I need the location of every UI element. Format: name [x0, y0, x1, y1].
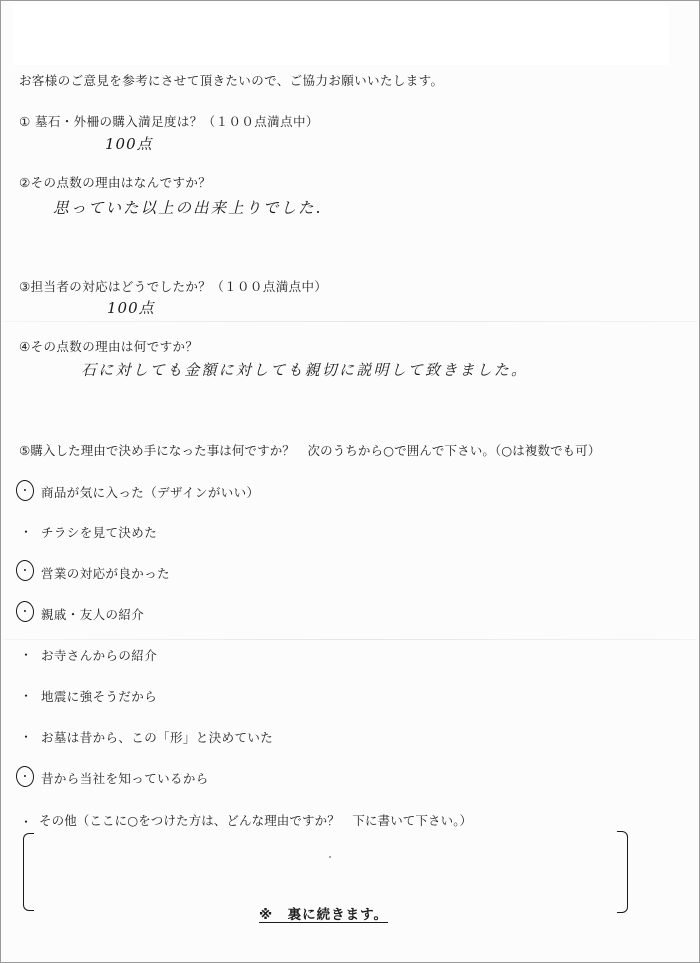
question-5: ⑤購入した理由で決め手になった事は何ですか？ 次のうちから○で囲んで下さい。（○は複数でも可）	[19, 443, 601, 458]
option-label: その他（ここに○をつけた方は、どんな理由ですか？ 下に書いて下さい。）	[39, 813, 473, 828]
circle-mark	[15, 559, 35, 582]
fold-line	[3, 321, 697, 322]
bullet: ・	[20, 689, 33, 703]
scan-speck	[329, 856, 331, 858]
answer-3: 100点	[107, 299, 155, 317]
question-3: ③担当者の対応はどうでしたか？（１００点満点中）	[19, 279, 328, 294]
answer-2: 思っていた以上の出来上りでした.	[53, 199, 323, 217]
answer-1: 100点	[105, 135, 153, 153]
option-label: 地震に強そうだから	[41, 689, 158, 704]
fold-line	[3, 639, 697, 640]
comment-box-right-bracket	[617, 831, 628, 913]
comment-box-left-bracket	[23, 833, 34, 911]
bullet: ・	[20, 815, 33, 829]
question-4: ④その点数の理由は何ですか？	[19, 339, 199, 354]
continued-on-back: ※ 裏に続きます。	[259, 907, 389, 923]
option-label: チラシを見て決めた	[41, 525, 158, 540]
option-label: 親戚・友人の紹介	[41, 607, 145, 622]
option-label: お寺さんからの紹介	[41, 648, 158, 663]
bullet: ・	[20, 730, 33, 744]
redacted-header	[13, 5, 669, 65]
circle-mark	[15, 479, 35, 502]
answer-4: 石に対しても金額に対しても親切に説明して致きました。	[81, 361, 529, 379]
bullet: ・	[20, 525, 33, 539]
option-label: 営業の対応が良かった	[41, 566, 171, 581]
circle-mark	[15, 600, 35, 623]
option-label: お墓は昔から、この「形」と決めていた	[41, 730, 274, 745]
question-2: ②その点数の理由はなんですか？	[19, 175, 212, 190]
question-1: ① 墓石・外柵の購入満足度は？（１００点満点中）	[19, 114, 319, 129]
option-label: 昔から当社を知っているから	[41, 771, 209, 786]
bullet: ・	[20, 648, 33, 662]
option-label: 商品が気に入った（デザインがいい）	[41, 485, 260, 500]
intro-text: お客様のご意見を参考にさせて頂きたいので、ご協力お願いいたします。	[19, 73, 444, 88]
circle-mark	[15, 765, 35, 788]
